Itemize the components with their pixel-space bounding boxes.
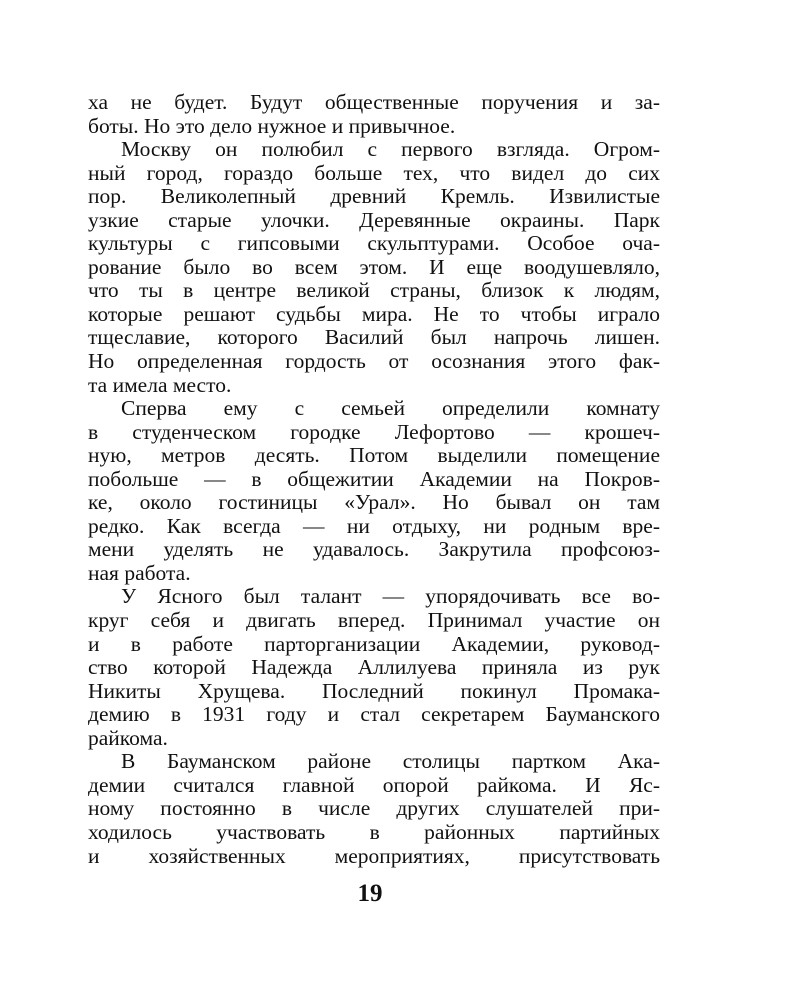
text-line: редко. Как всегда — ни отдыху, ни родным вре- — [88, 513, 660, 538]
text-line: райкома. — [88, 725, 168, 750]
page-number: 19 — [357, 880, 383, 907]
paragraph — [88, 138, 660, 397]
text-line: ке, около гостиницы «Урал». Но бывал он там — [88, 490, 660, 515]
text-line: что ты в центре великой страны, близок к людям, — [88, 278, 660, 303]
text-line: рование было во всем этом. И еще воодушевляло, — [88, 254, 660, 279]
text-line: Никиты Хрущева. Последний покинул Промака- — [88, 678, 660, 703]
text-line: боты. Но это дело нужное и привычное. — [88, 113, 456, 138]
text-line: Москву он полюбил с первого взгляда. Огром- — [121, 137, 660, 162]
text-line: демии считался главной опорой райкома. И Яс- — [88, 772, 660, 797]
text-line: ха не будет. Будут общественные поручения и за- — [88, 90, 660, 114]
text-line: мени уделять не удавалось. Закрутила профсоюз- — [88, 537, 660, 562]
text-line: круг себя и двигать вперед. Принимал участие он — [88, 608, 660, 633]
text-line: Но определенная гордость от осознания этого фак- — [88, 349, 660, 374]
paragraph — [88, 750, 660, 868]
paragraph — [88, 397, 660, 585]
text-line: ному постоянно в числе других слушателей при- — [88, 796, 660, 821]
text-line: ный город, гораздо больше тех, что видел до сих — [88, 160, 660, 185]
text-line: Сперва ему с семьей определили комнату — [121, 396, 660, 421]
text-line: ходилось участвовать в районных партийных — [88, 819, 660, 844]
text-line: ная работа. — [88, 560, 191, 585]
text-line: тщеславие, которого Василий был напрочь лишен. — [88, 325, 660, 350]
text-line: У Ясного был талант — упорядочивать все во- — [121, 584, 660, 609]
text-line: пор. Великолепный древний Кремль. Извилистые — [88, 184, 660, 209]
text-line: та имела место. — [88, 372, 232, 397]
text-line: культуры с гипсовыми скульптурами. Особое оча- — [88, 231, 660, 256]
body-text — [88, 91, 660, 868]
text-line: в студенческом городке Лефортово — крошеч- — [88, 419, 660, 444]
text-line: и в работе парторганизации Академии, руковод- — [88, 631, 660, 656]
text-line: узкие старые улочки. Деревянные окраины. Парк — [88, 207, 660, 232]
text-line: ную, метров десять. Потом выделили помещение — [88, 443, 660, 468]
text-line: демию в 1931 году и стал секретарем Бауманского — [88, 702, 660, 727]
paragraph — [88, 91, 660, 138]
text-line: ство которой Надежда Аллилуева приняла из рук — [88, 655, 660, 680]
text-line: которые решают судьбы мира. Не то чтобы играло — [88, 301, 660, 326]
text-line: побольше — в общежитии Академии на Покров- — [88, 466, 660, 491]
text-line: и хозяйственных мероприятиях, присутствовать — [88, 843, 660, 868]
paragraph — [88, 585, 660, 750]
text-line: В Бауманском районе столицы партком Ака- — [121, 749, 660, 774]
